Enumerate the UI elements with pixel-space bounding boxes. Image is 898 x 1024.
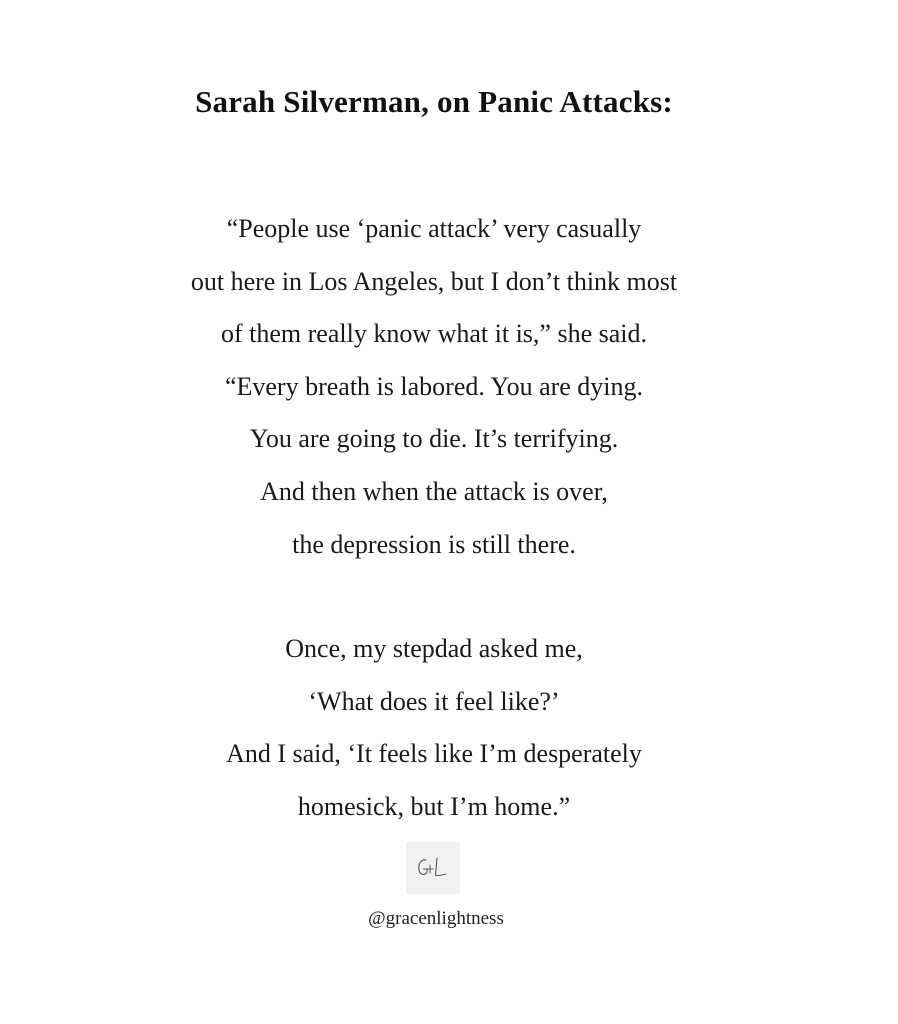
quote-line: of them really know what it is,” she said.	[220, 319, 648, 349]
social-handle: @gracenlightness	[368, 908, 504, 929]
page-title: Sarah Silverman, on Panic Attacks:	[195, 84, 673, 119]
quote-line: “People use ‘panic attack’ very casually	[226, 214, 642, 243]
quote-stanza-1	[0, 203, 868, 571]
quote-line: ‘What does it feel like?’	[308, 686, 560, 716]
quote-line: Once, my stepdad asked me,	[285, 634, 583, 663]
quote-stanza-2	[0, 623, 868, 833]
quote-line: out here in Los Angeles, but I don’t think most	[190, 266, 678, 296]
quote-line: homesick, but I’m home.”	[297, 791, 571, 821]
quote-line: the depression is still there.	[292, 529, 576, 559]
quote-line: You are going to die. It’s terrifying.	[249, 424, 619, 454]
gl-monogram-logo-icon	[406, 842, 460, 894]
gl-monogram-logo-drawing	[413, 853, 453, 883]
quote-line: And I said, ‘It feels like I’m desperately	[226, 739, 642, 769]
quote-line: And then when the attack is over,	[260, 476, 608, 506]
quote-line: “Every breath is labored. You are dying.	[224, 371, 644, 401]
